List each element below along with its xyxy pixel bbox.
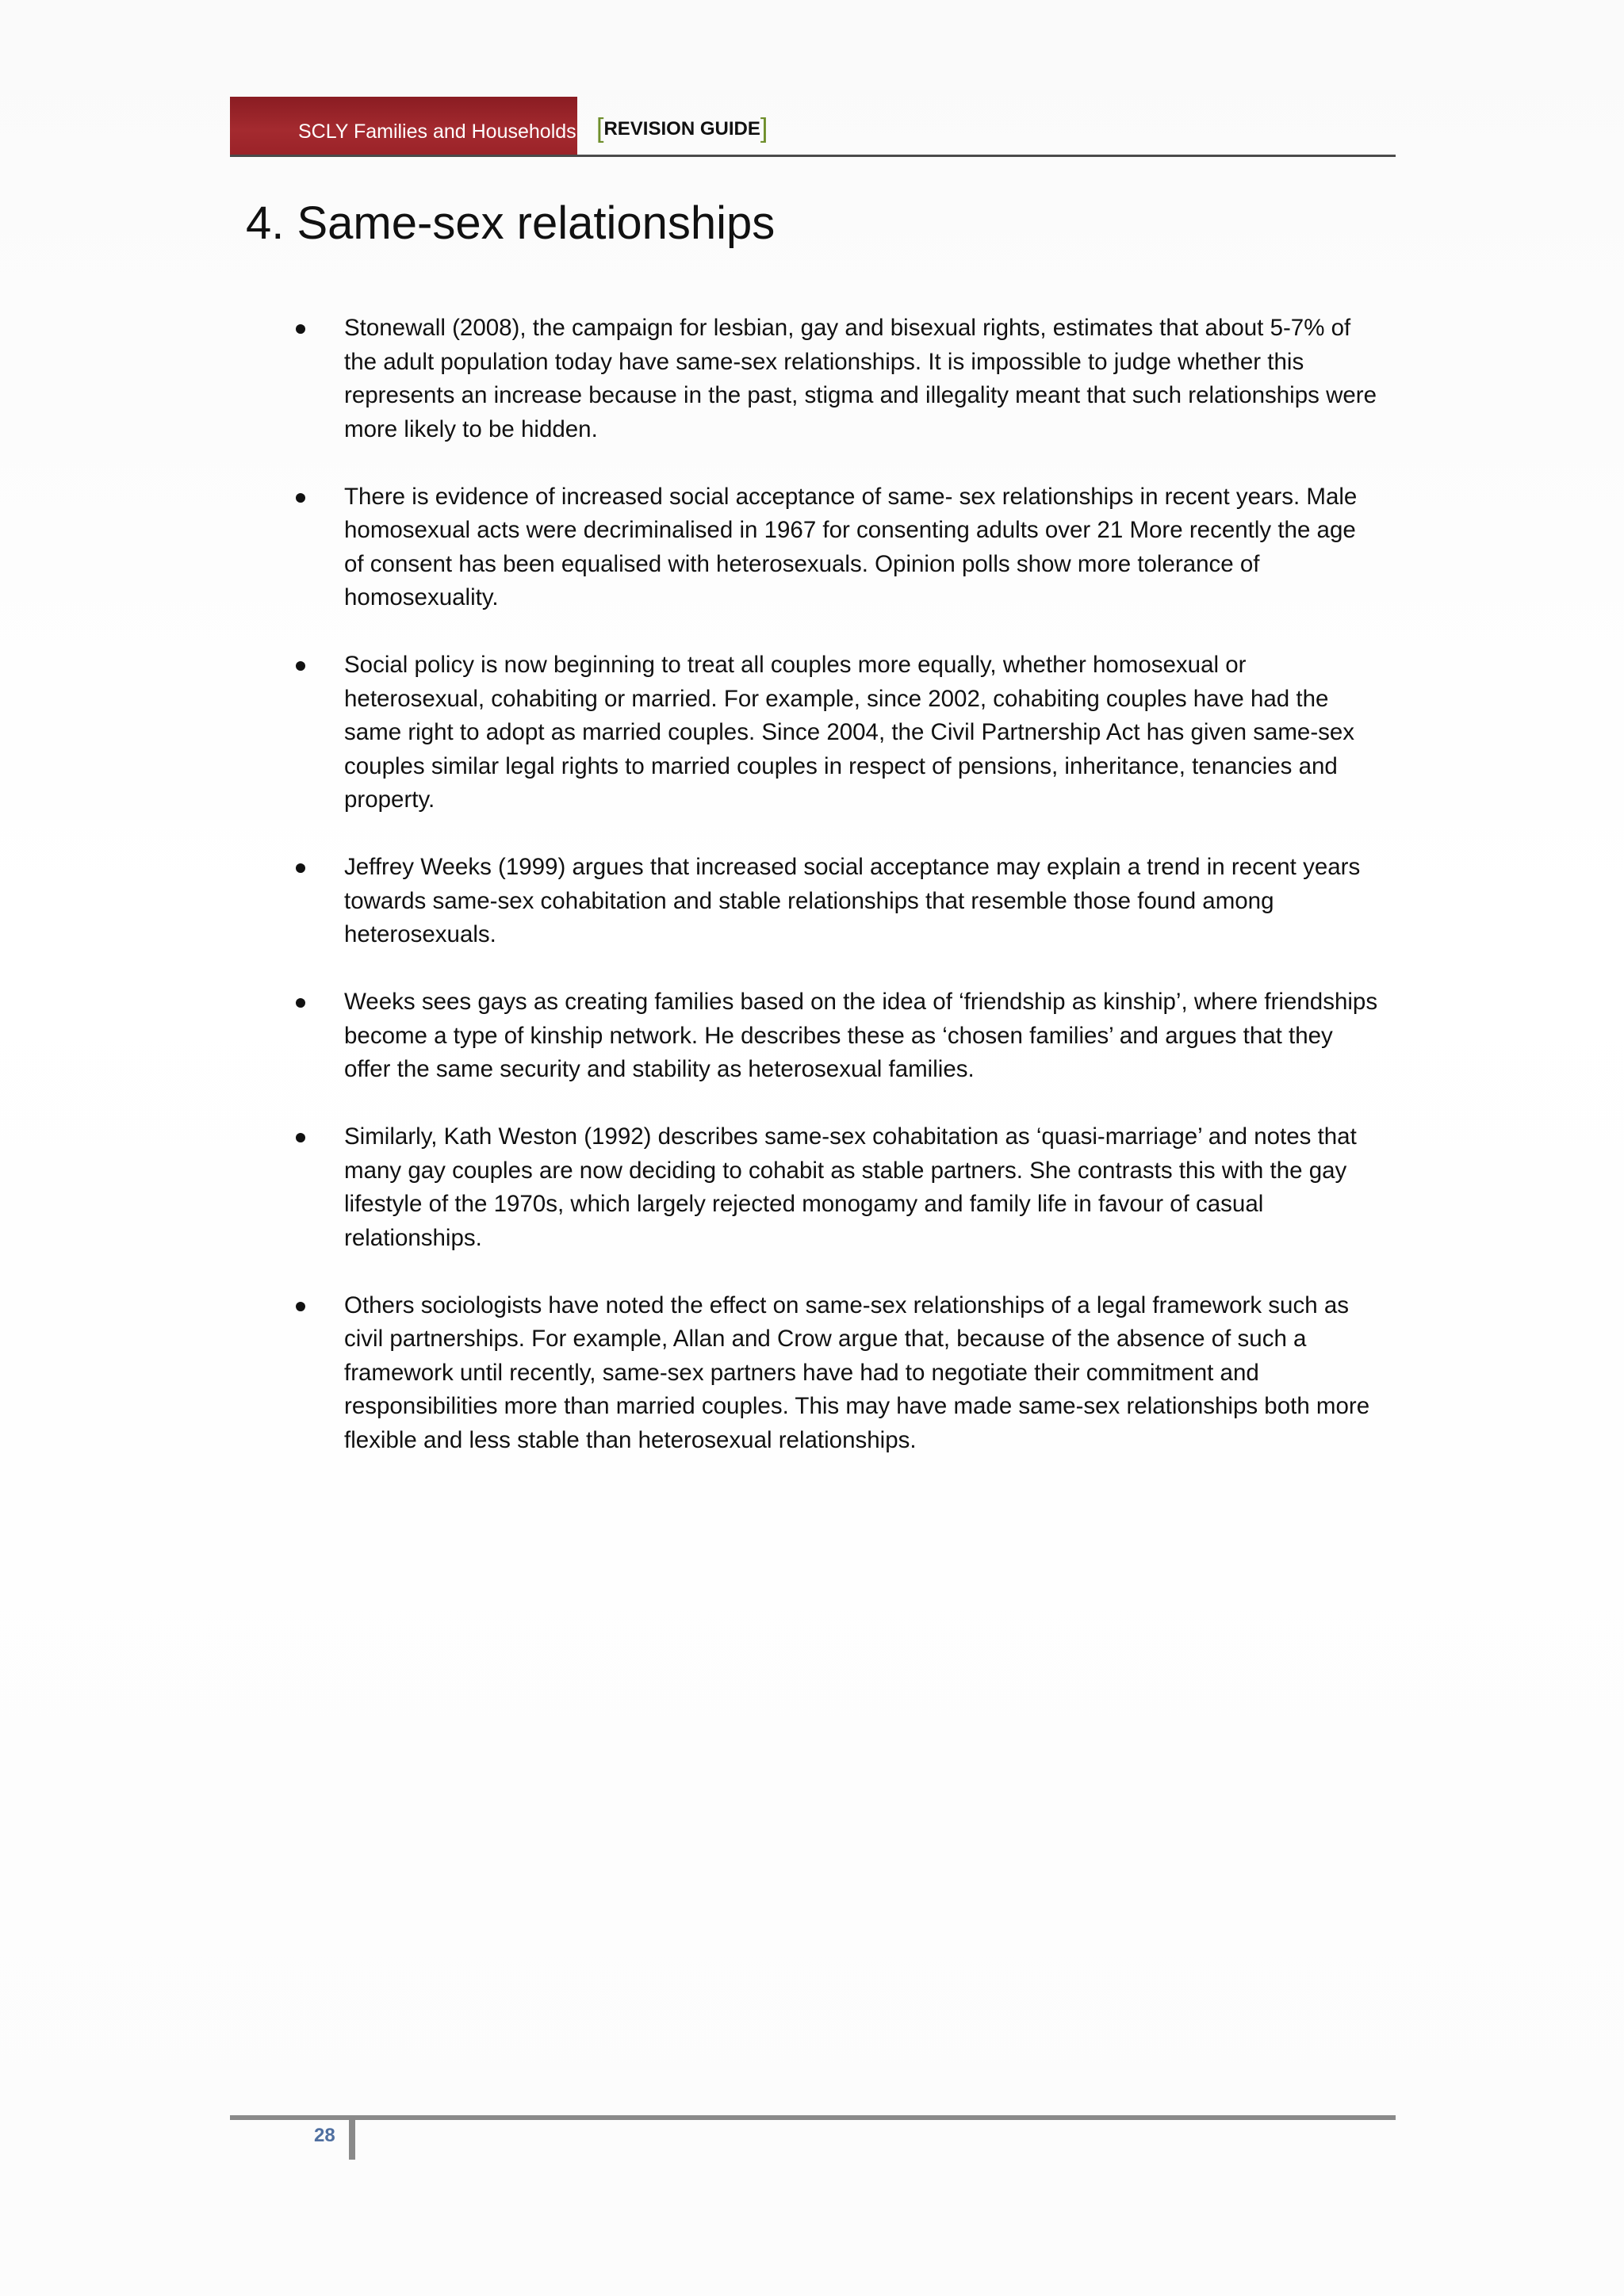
list-item — [285, 985, 1380, 1087]
header-guide-text: REVISION GUIDE — [603, 118, 760, 140]
footer-rule — [230, 2115, 1396, 2120]
footer-divider — [349, 2115, 355, 2160]
header-bracket-close: ] — [760, 113, 768, 144]
page-title: 4. Same-sex relationships — [246, 197, 776, 249]
list-item-text: Others sociologists have noted the effect on same-sex relationships of a legal framework such as civil partnerships. For example, Allan and Crow argue that, because of the absence of such a framework until recently, same-sex partners have had to negotiate their commitment and responsibilities more than married couples. This may have made same-sex relationships both more flexible and less stable than heterosexual relationships. — [344, 1292, 1370, 1453]
bullet-list — [285, 312, 1380, 1491]
list-item-text: There is evidence of increased social acceptance of same- sex relationships in recent years. Male homosexual acts were decriminalised in 1967 for consenting adults over 21 More recently the age of consent has been equalised with heterosexuals. Opinion polls show more tolerance of homosexuality. — [344, 483, 1358, 610]
header-guide-label — [596, 111, 768, 142]
list-item-text: Social policy is now beginning to treat all couples more equally, whether homosexual or heterosexual, cohabiting or married. For example, since 2002, cohabiting couples have had the same right to adopt as married couples. Since 2004, the Civil Partnership Act has given same-sex couples similar legal rights to married couples in respect of pensions, inheritance, tenancies and property. — [344, 652, 1355, 813]
list-item-text: Stonewall (2008), the campaign for lesbian, gay and bisexual rights, estimates that about 5-7% of the adult population today have same-sex relationships. It is impossible to judge whether this represents an increase because in the past, stigma and illegality meant that such relationships were more likely to be hidden. — [344, 315, 1377, 442]
header-section-label: SCLY Families and Households — [298, 121, 576, 143]
bullet-icon — [296, 493, 305, 503]
bullet-icon — [296, 998, 305, 1008]
bullet-icon — [296, 863, 305, 873]
bullet-icon — [296, 1302, 305, 1311]
list-item — [285, 312, 1380, 446]
list-item — [285, 1120, 1380, 1255]
bullet-icon — [296, 324, 305, 334]
header-bracket-open: [ — [596, 113, 604, 144]
bullet-icon — [296, 1133, 305, 1142]
bullet-icon — [296, 661, 305, 671]
list-item — [285, 1289, 1380, 1458]
list-item-text: Weeks sees gays as creating families based on the idea of ‘friendship as kinship’, where friendships become a type of kinship network. He describes these as ‘chosen families’ and argues that they offer the same security and stability as heterosexual families. — [344, 989, 1378, 1082]
list-item — [285, 851, 1380, 952]
list-item-text: Similarly, Kath Weston (1992) describes same-sex cohabitation as ‘quasi-marriage’ and notes that many gay couples are now deciding to cohabit as stable partners. She contrasts this with the gay lifestyle of the 1970s, which largely rejected monogamy and family life in favour of casual relationships. — [344, 1123, 1357, 1251]
list-item — [285, 649, 1380, 817]
list-item-text: Jeffrey Weeks (1999) argues that increased social acceptance may explain a trend in recent years towards same-sex cohabitation and stable relationships that resemble those found among heterosexuals. — [344, 854, 1361, 947]
page-number: 28 — [314, 2125, 335, 2146]
header-rule — [230, 155, 1396, 157]
list-item — [285, 480, 1380, 615]
